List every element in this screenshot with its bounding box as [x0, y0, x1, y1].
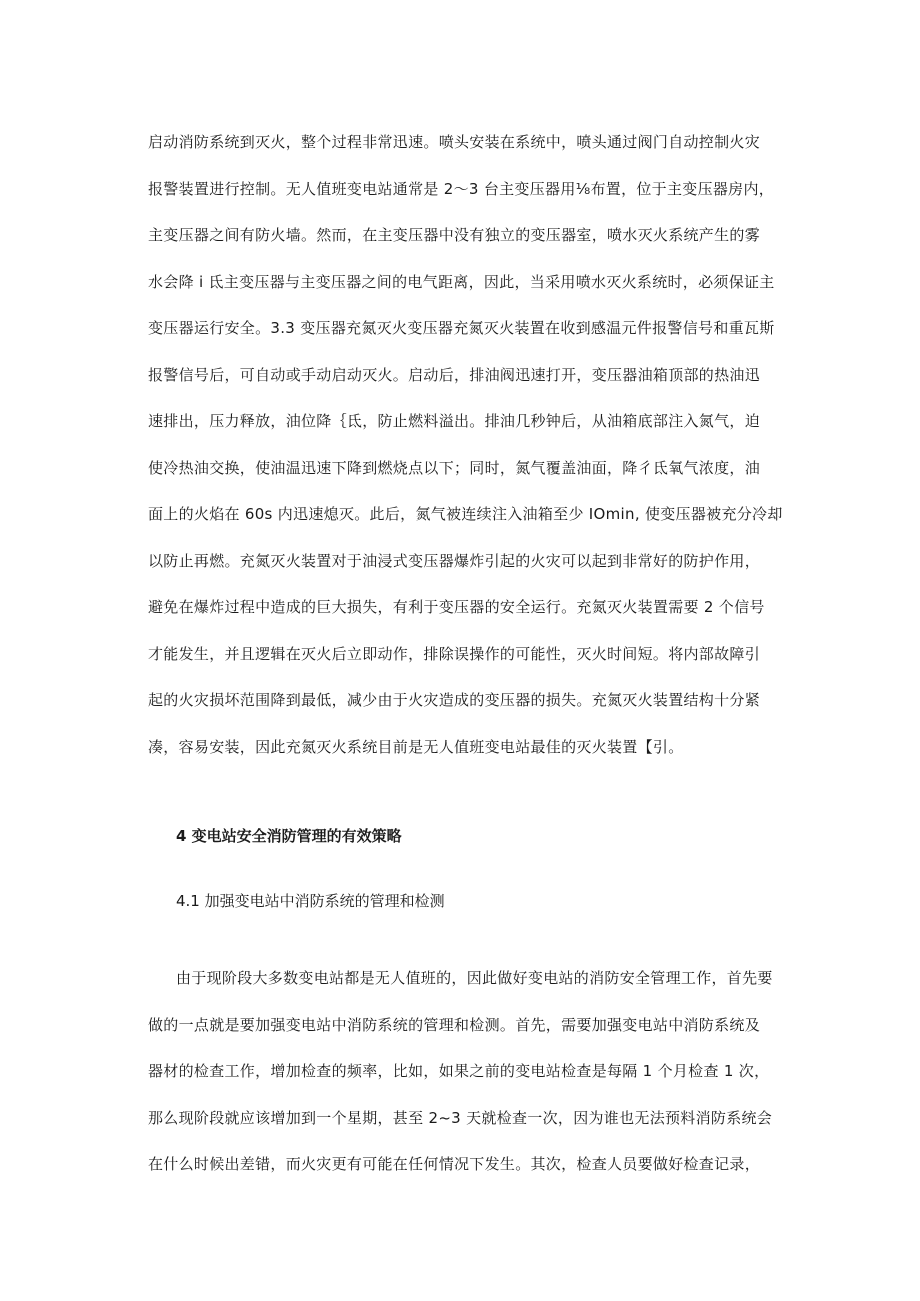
text-line: 启动消防系统到灭火，整个过程非常迅速。喷头安装在系统中，喷头通过阀门自动控制火灾: [148, 133, 761, 151]
text-line: 使冷热油交换，使油温迅速下降到燃烧点以下；同时，氮气覆盖油面，降彳氐氧气浓度，油: [148, 458, 761, 477]
text-line: 才能发生，并且逻辑在灭火后立即动作，排除误操作的可能性，灭火时间短。将内部故障引: [148, 644, 761, 663]
text-line: 起的火灾损坏范围降到最低，减少由于火灾造成的变压器的损失。充氮灭火装置结构十分紧: [148, 691, 761, 709]
text-line: 以防止再燃。充氮灭火装置对于油浸式变压器爆炸引起的火灾可以起到非常好的防护作用，: [148, 551, 761, 570]
text-line: 由于现阶段大多数变电站都是无人值班的，因此做好变电站的消防安全管理工作，首先要: [176, 969, 773, 987]
text-line: 速排出，压力释放，油位降｛氐，防止燃料溢出。排油几秒钟后，从油箱底部注入氮气，迫: [148, 412, 761, 430]
section-heading-4: 4 变电站安全消防管理的有效策略: [176, 827, 402, 845]
text-line: 报警信号后，可自动或手动启动灭火。启动后，排油阀迅速打开，变压器油箱顶部的热油迅: [148, 365, 761, 384]
text-line: 器材的检查工作，增加检查的频率，比如，如果之前的变电站检查是每隔 1 个月检查 1 次，: [148, 1062, 770, 1080]
text-line: 避免在爆炸过程中造成的巨大损失，有利于变压器的安全运行。充氮灭火装置需要 2 个信号: [148, 598, 765, 616]
text-line: 做的一点就是要加强变电站中消防系统的管理和检测。首先，需要加强变电站中消防系统及: [148, 1015, 761, 1034]
text-line: 报警装置进行控制。无人值班变电站通常是 2～3 台主变压器用⅛布置，位于主变压器房内，: [148, 179, 775, 198]
subsection-heading-4-1: 4.1 加强变电站中消防系统的管理和检测: [176, 892, 445, 910]
paragraph-section-4-1: [148, 967, 776, 1175]
text-line: 那么现阶段就应该增加到一个星期，甚至 2~3 天就检查一次，因为谁也无法预料消防系统会: [148, 1108, 773, 1127]
text-line: 在什么时候出差错，而火灾更有可能在任何情况下发生。其次，检查人员要做好检查记录，: [148, 1155, 761, 1173]
text-line: 水会降 i 氐主变压器与主变压器之间的电气距离，因此，当采用喷水灭火系统时，必须保证主: [148, 272, 775, 291]
text-line: 变压器运行安全。3.3 变压器充氮灭火变压器充氮灭火装置在收到感温元件报警信号和重瓦斯: [148, 319, 775, 337]
paragraph-section-3: [148, 131, 783, 758]
text-line: 面上的火焰在 60s 内迅速熄灭。此后，氮气被连续注入油箱至少 IOmin, 使变压器被充分冷却: [148, 505, 783, 523]
text-line: 凑，容易安装，因此充氮灭火系统目前是无人值班变电站最佳的灭火装置【引。: [148, 737, 684, 756]
text-line: 主变压器之间有防火墙。然而，在主变压器中没有独立的变压器室，喷水灭火系统产生的雾: [148, 226, 761, 244]
